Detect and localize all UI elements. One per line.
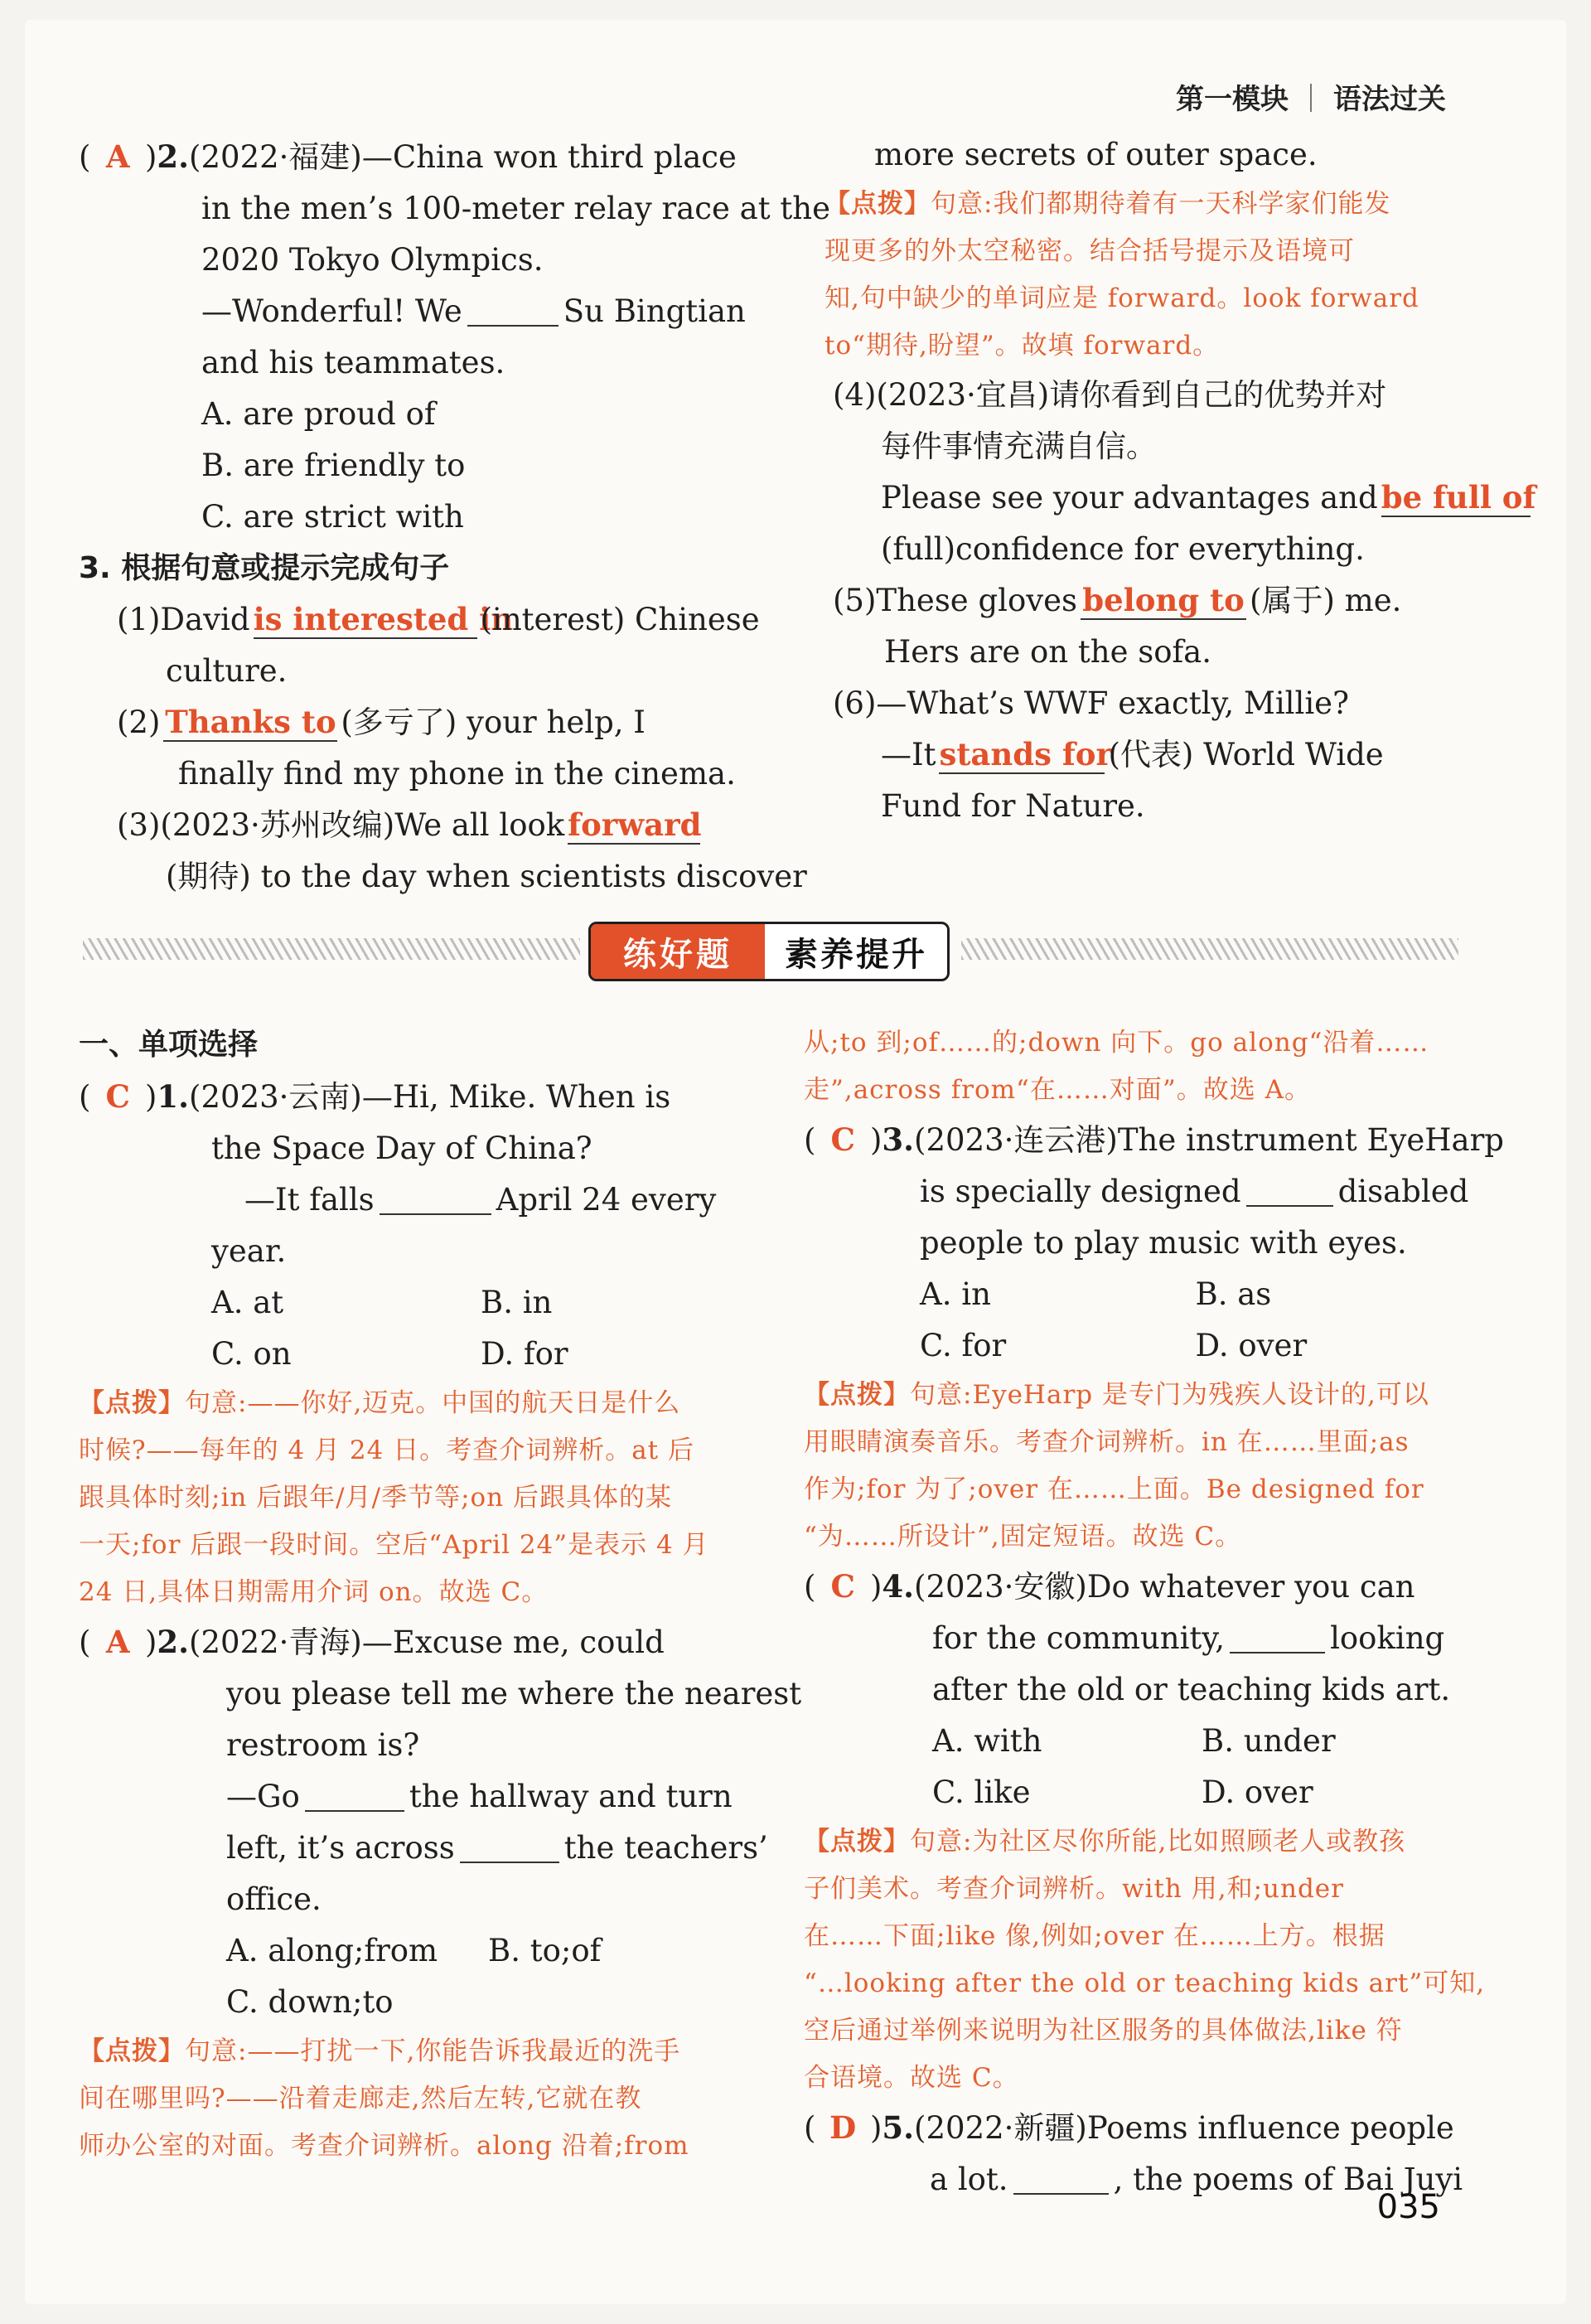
question-3-title: 3. 根据句意或提示完成句子: [79, 551, 450, 585]
bottom-right-column: 从;to 到;of……的;down 向下。go along“沿着…… 走”,across from“在……对面”。故选 A。 ( C )3.(2023·连云港)The instrument EyeHarp is specially designed disabled people to play music with eyes. A. in B. as C. for D. over 【点拨】句意:EyeHarp 是专门为残疾人设计的,可以 用眼睛演奏音乐。考查介词辨析。in 在……里面;as 作为;for 为了;over 在……上面。Be designed for “为……所设计”,固定短语。故选 C。 ( C )4.(2023·安徽)Do whatever you can for the community, looking after the old or teaching kids art. A. with B. under C. like D. over 【点拨】句意:为社区尽你所能,比如照顾老人或教孩 子们美术。考查介词辨析。with 用,和;under 在……下面;like 像,例如;over 在……上方。根据 “…looking after the old or teaching kids art”可知, 空后通过举例来说明为社区服务的具体做法,like 符 合语境。故选 C。 ( D )5.(2022·新疆)Poems influence people a lot. , the poems of Bai Juyi: [804, 1019, 1471, 2205]
option-c: C. down;to: [226, 1984, 394, 2020]
question-2-stem: ( A )2.(2022·福建)—China won third place: [79, 131, 742, 183]
hint-note: 【点拨】句意:我们都期待着有一天科学家们能发 现更多的外太空秘密。结合括号提示及语境可 知,句中缺少的单词应是 forward。look forward to“期待,盼望”。故填 forward。: [825, 189, 1419, 361]
answer-blank: [1230, 1620, 1325, 1653]
page-number: 035: [1376, 2188, 1440, 2226]
option-c: C. are strict with: [201, 499, 464, 535]
answer-letter: A: [105, 138, 130, 175]
option-b: B. in: [481, 1285, 553, 1320]
answer-blank: [467, 293, 559, 327]
question-number: 2.: [157, 138, 190, 175]
option-d: D. for: [481, 1336, 568, 1372]
option-a: A. in: [920, 1276, 991, 1312]
hint-note: 【点拨】句意:为社区尽你所能,比如照顾老人或教孩 子们美术。考查介词辨析。with 用,和;under 在……下面;like 像,例如;over 在……上方。根据 “…looking after the old or teaching kids art”可知, 空后通过举例来说明为社区服务的具体做法,like 符 合语境。故选 C。: [804, 1827, 1486, 2093]
banner-left-label: 练好题: [591, 924, 765, 979]
option-b: B. under: [1202, 1723, 1336, 1759]
filled-answer: forward: [568, 806, 702, 843]
answer-letter: C: [105, 1078, 130, 1115]
option-b: B. are friendly to: [201, 448, 466, 483]
hint-note: 【点拨】句意:——打扰一下,你能告诉我最近的洗手 间在哪里吗?——沿着走廊走,然后左转,它就在教 师办公室的对面。考查介词辨析。along 沿着;from: [79, 2036, 689, 2161]
filled-answer: stands for: [939, 736, 1112, 772]
question-5-stem: ( D )5.(2022·新疆)Poems influence people: [804, 2102, 1471, 2154]
header-topic: 语法过关: [1333, 83, 1446, 116]
answer-blank: [1013, 2162, 1109, 2195]
hint-note-continued: 从;to 到;of……的;down 向下。go along“沿着…… 走”,across from“在……对面”。故选 A。: [804, 1028, 1429, 1105]
filled-answer: is interested in: [253, 601, 514, 637]
filled-answer: belong to: [1081, 582, 1246, 620]
option-a: A. are proud of: [201, 396, 436, 432]
hint-tag: 【点拨】: [825, 189, 931, 219]
answer-letter: A: [105, 1624, 130, 1660]
banner-stripe-right: [961, 938, 1458, 960]
option-a: A. with: [932, 1723, 1042, 1759]
option-a: A. along;from: [226, 1933, 438, 1968]
answer-letter: D: [829, 2109, 857, 2146]
top-right-column: more secrets of outer space. 【点拨】句意:我们都期待着有一天科学家们能发 现更多的外太空秘密。结合括号提示及语境可 知,句中缺少的单词应是 forward。look forward to“期待,盼望”。故填 forward。 (4)(2023·宜昌)请你看到自己的优势并对 每件事情充满自信。 Please see your advantages and be full of (full)confidence for everything. (5)These gloves belong to (属于) me. Hers are on the sofa. (6)—What’s WWF exactly, Millie? —It stands for(代表) World Wide Fund for Nature.: [825, 137, 1536, 824]
page-header: [1176, 76, 1446, 117]
answer-letter: C: [830, 1568, 855, 1605]
filled-answer: Thanks to: [165, 704, 336, 740]
question-1-stem: ( C )1.(2023·云南)—Hi, Mike. When is: [79, 1071, 750, 1123]
option-b: B. as: [1195, 1276, 1272, 1312]
section-title: 一、单项选择: [79, 1028, 259, 1062]
answer-blank: [1246, 1174, 1333, 1207]
bottom-left-column: 一、单项选择 ( C )1.(2023·云南)—Hi, Mike. When is the Space Day of China? —It falls April 24 every year. A. at B. in C. on D. for 【点拨】句意:——你好,迈克。中国的航天日是什么 时候?——每年的 4 月 24 日。考查介词辨析。at 后 跟具体时刻;in 后跟年/月/季节等;on 后跟具体的某 一天;for 后跟一段时间。空后“April 24”是表示 4 月 24 日,具体日期需用介词 on。故选 C。 ( A )2.(2022·青海)—Excuse me, could you please tell me where the nearest restroom is? —Go the hallway and turn left, it’s across the teachers’ office. A. along;from B. to;of C. down;to 【点拨】句意:——打扰一下,你能告诉我最近的洗手 间在哪里吗?——沿着走廊走,然后左转,它就在教 师办公室的对面。考查介词辨析。along 沿着;from: [79, 1019, 750, 2170]
option-c: C. for: [920, 1328, 1007, 1363]
option-b: B. to;of: [488, 1933, 602, 1968]
option-c: C. like: [932, 1774, 1031, 1810]
banner-stripe-left: [83, 938, 580, 960]
banner-right-label: 素养提升: [785, 935, 927, 974]
filled-answer: be full of: [1381, 479, 1536, 516]
option-d: D. over: [1202, 1774, 1313, 1810]
question-source: (2022·福建): [189, 139, 362, 175]
answer-blank: [380, 1182, 491, 1215]
section-banner: [83, 922, 1458, 980]
option-a: A. at: [211, 1285, 284, 1320]
question-4-stem: ( C )4.(2023·安徽)Do whatever you can: [804, 1561, 1471, 1613]
option-c: C. on: [211, 1336, 292, 1372]
hint-note: 【点拨】句意:EyeHarp 是专门为残疾人设计的,可以 用眼睛演奏音乐。考查介词辨析。in 在……里面;as 作为;for 为了;over 在……上面。Be designed for “为……所设计”,固定短语。故选 C。: [804, 1380, 1429, 1552]
question-3-stem: ( C )3.(2023·连云港)The instrument EyeHarp: [804, 1114, 1471, 1166]
option-d: D. over: [1195, 1328, 1308, 1363]
header-divider: [1310, 84, 1312, 112]
header-module: 第一模块: [1176, 83, 1289, 116]
top-left-column: ( A )2.(2022·福建)—China won third place in the men’s 100-meter relay race at the 2020 Tokyo Olympics. —Wonderful! We Su Bingtian and his teammates. A. are proud of B. are friendly to C. are strict with 3. 根据句意或提示完成句子 (1)David is interested in(interest) Chinese culture. (2) Thanks to (多亏了) your help, I finally find my phone in the cinema. (3)(2023·苏州改编)We all look forward (期待) to the day when scientists discover: [79, 131, 742, 903]
hint-note: 【点拨】句意:——你好,迈克。中国的航天日是什么 时候?——每年的 4 月 24 日。考查介词辨析。at 后 跟具体时刻;in 后跟年/月/季节等;on 后跟具体的某 一天;for 后跟一段时间。空后“April 24”是表示 4 月 24 日,具体日期需用介词 on。故选 C。: [79, 1388, 709, 1607]
answer-blank: [460, 1830, 559, 1863]
answer-blank: [305, 1779, 404, 1812]
answer-letter: C: [830, 1121, 855, 1158]
question-2-stem: ( A )2.(2022·青海)—Excuse me, could: [79, 1616, 750, 1668]
banner-badge: [588, 922, 950, 981]
